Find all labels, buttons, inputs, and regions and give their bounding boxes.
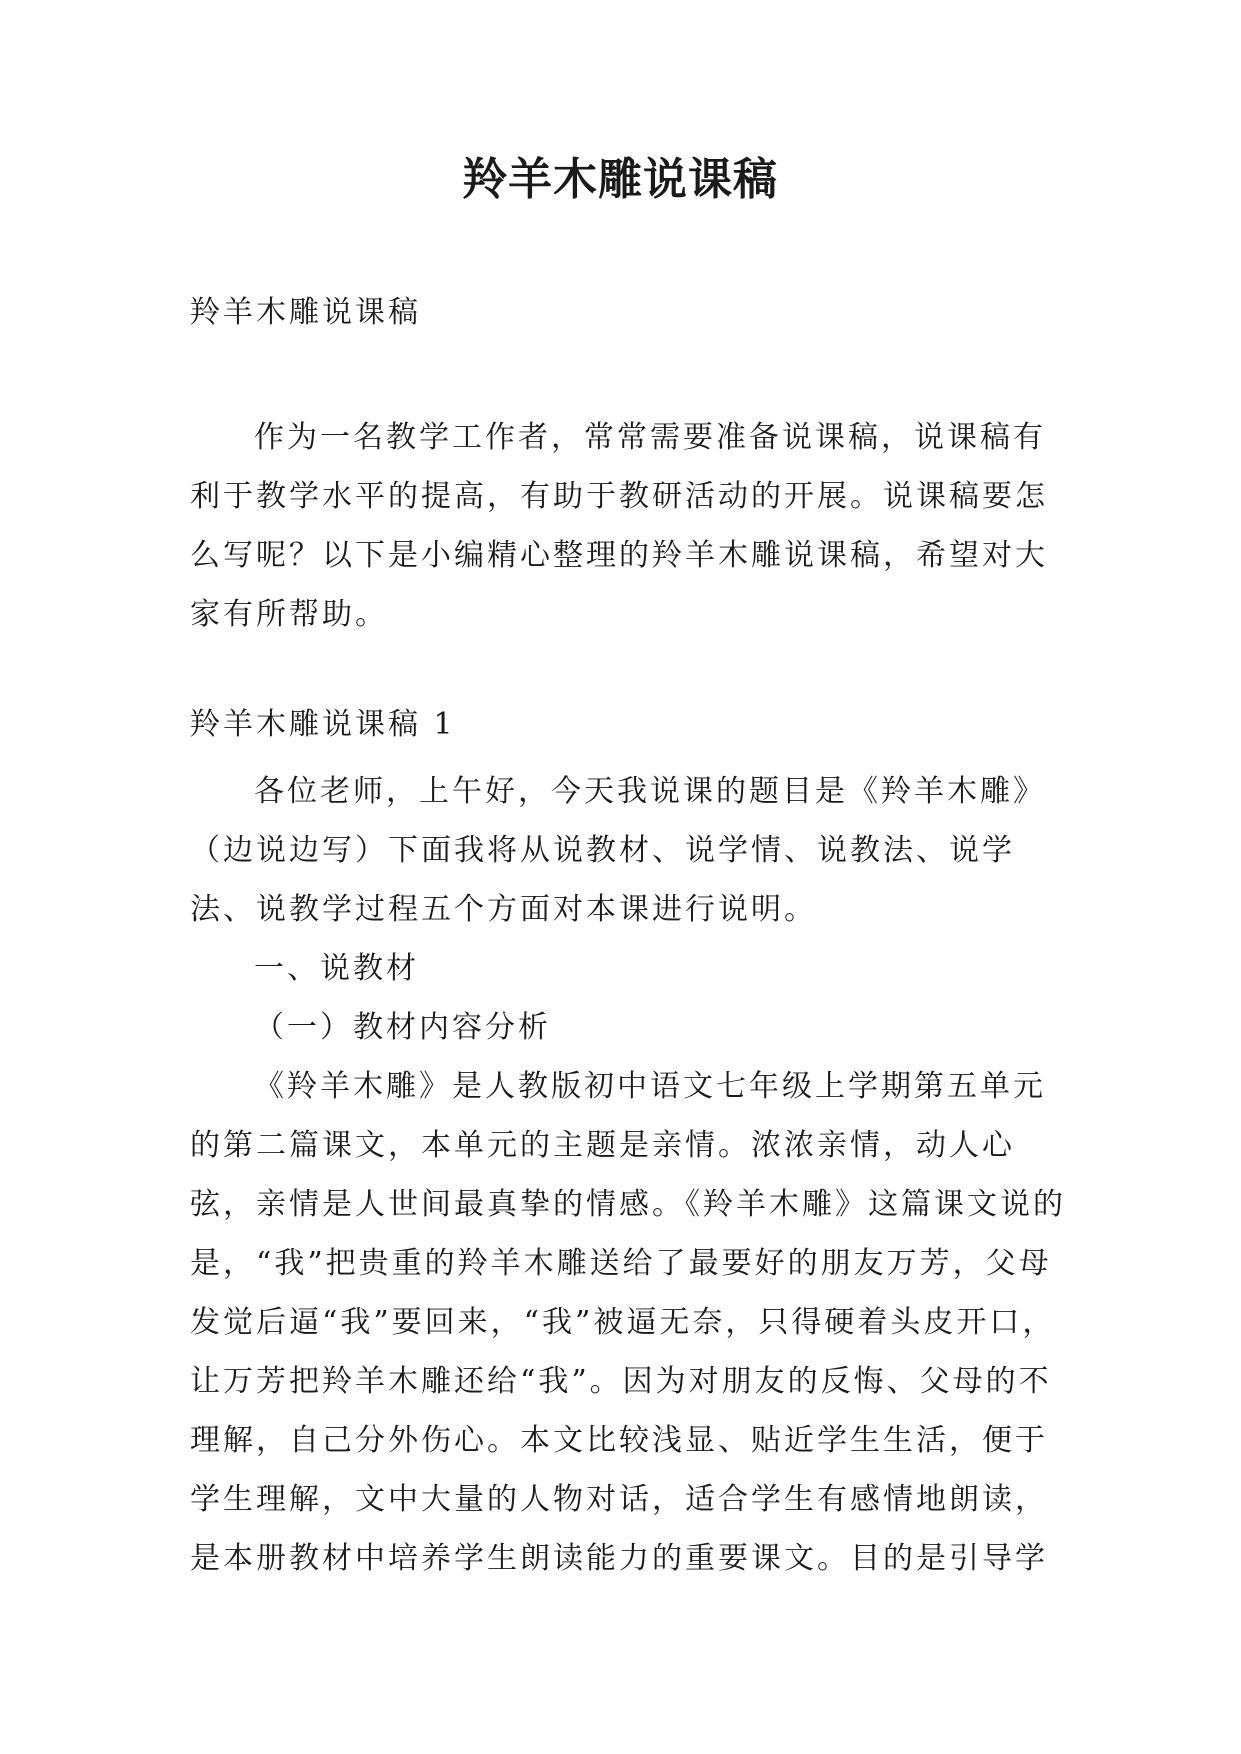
analysis-paragraph: 《羚羊木雕》是人教版初中语文七年级上学期第五单元的第二篇课文，本单元的主题是亲情。浓浓亲情，动人心弦，亲情是人世间最真挚的情感。《羚羊木雕》这篇课文说的是，“我”把贵重的羚羊木雕送给了最要好的朋友万芳，父母发觉后逼“我”要回来，“我”被逼无奈，只得硬着头皮开口，让万芳把羚羊木雕还给“我”。因为对朋友的反悔、父母的不理解，自己分外伤心。本文比较浅显、贴近学生生活，便于学生理解，文中大量的人物对话，适合学生有感情地朗读，是本册教材中培养学生朗读能力的重要课文。目的是引导学 [190,1069,1066,1576]
intro-paragraph: 作为一名教学工作者，常常需要准备说课稿，说课稿有利于教学水平的提高，有助于教研活动的开展。说课稿要怎么写呢？以下是小编精心整理的羚羊木雕说课稿，希望对大家有所帮助。 [190,420,1048,632]
section-content [190,762,1070,1588]
section-heading: 羚羊木雕说课稿 1 [190,707,456,742]
opening-paragraph: 各位老师，上午好，今天我说课的题目是《羚羊木雕》（边说边写）下面我将从说教材、说学情、说教法、说学法、说教学过程五个方面对本课进行说明。 [190,774,1046,927]
subheading-content-analysis: （一）教材内容分析 [254,1010,551,1045]
heading-teaching-material: 一、说教材 [254,951,419,986]
document-title: 羚羊木雕说课稿 [463,154,778,205]
document-subtitle: 羚羊木雕说课稿 [190,295,421,330]
